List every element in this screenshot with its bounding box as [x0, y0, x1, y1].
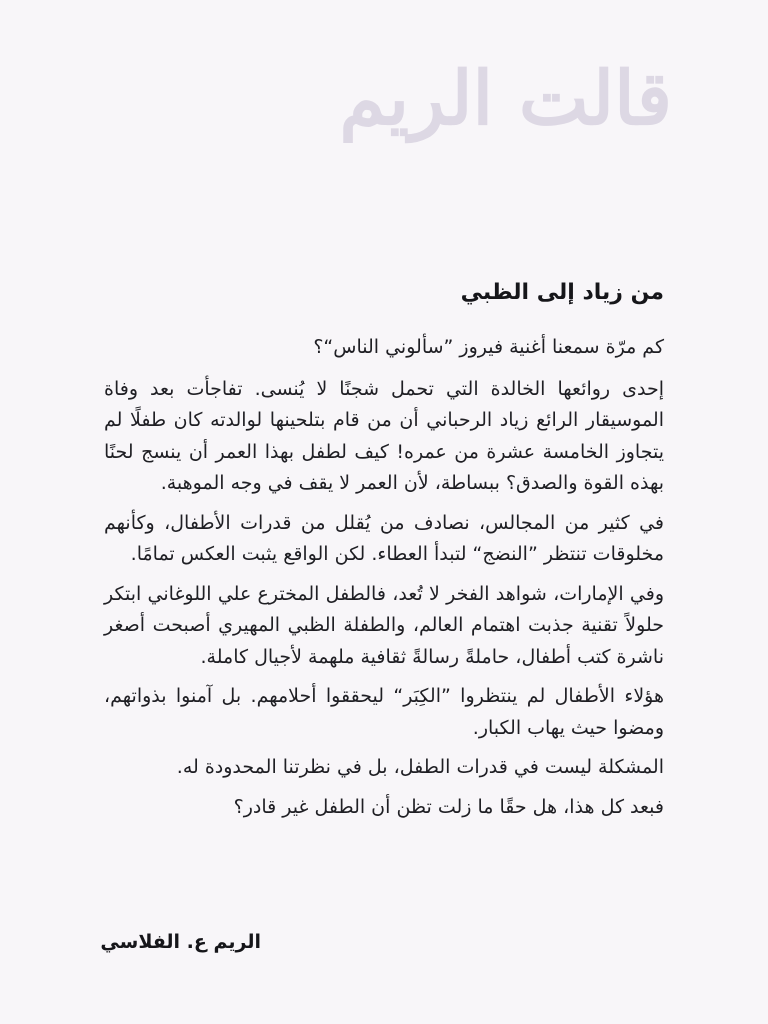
paragraph-uae-examples: وفي الإمارات، شواهد الفخر لا تُعد، فالطفل المخترع علي اللوغاني ابتكر حلولاً تقنية جذبت اهتمام العالم، والطفلة الظبي المهيري أصبحت أصغر ناشرة كتب أطفال، حاملةً رسالةً ثقافية ملهمة لأجيال كاملة.	[104, 582, 664, 668]
paragraph-underestimating-children: في كثير من المجالس، نصادف من يُقلل من قدرات الأطفال، وكأنهم مخلوقات تنتظر ”النضج“ لتبدأ العطاء. لكن الواقع يثبت العكس تمامًا.	[104, 511, 664, 565]
column-title: قالت الريم	[339, 56, 672, 142]
author-byline: الريم ع. الفلاسي	[100, 931, 261, 953]
paragraph-ziad-rahbani: إحدى روائعها الخالدة التي تحمل شجنًا لا يُنسى. تفاجأت بعد وفاة الموسيقار الرائع زياد الرحباني أن من قام بتلحينها لوالدته كان طفلًا لم يتجاوز الخامسة عشرة من عمره! كيف لطفل بهذا العمر أن ينسج لحنًا بهذه القوة والصدق؟ ببساطة، لأن العمر لا يقف في وجه الموهبة.	[104, 377, 664, 494]
paragraph-closing-question: فبعد كل هذا، هل حقًا ما زلت تظن أن الطفل غير قادر؟	[233, 795, 664, 818]
paragraph-children-dreams: هؤلاء الأطفال لم ينتظروا ”الكِبَر“ ليحققوا أحلامهم. بل آمنوا بذواتهم، ومضوا حيث يهاب الكبار.	[104, 685, 664, 739]
paragraph-intro-question: كم مرّة سمعنا أغنية فيروز ”سألوني الناس“؟	[313, 336, 664, 358]
paragraph-the-problem: المشكلة ليست في قدرات الطفل، بل في نظرتنا المحدودة له.	[176, 756, 664, 778]
article-headline: من زياد إلى الظبي	[460, 280, 664, 305]
article	[104, 275, 664, 831]
